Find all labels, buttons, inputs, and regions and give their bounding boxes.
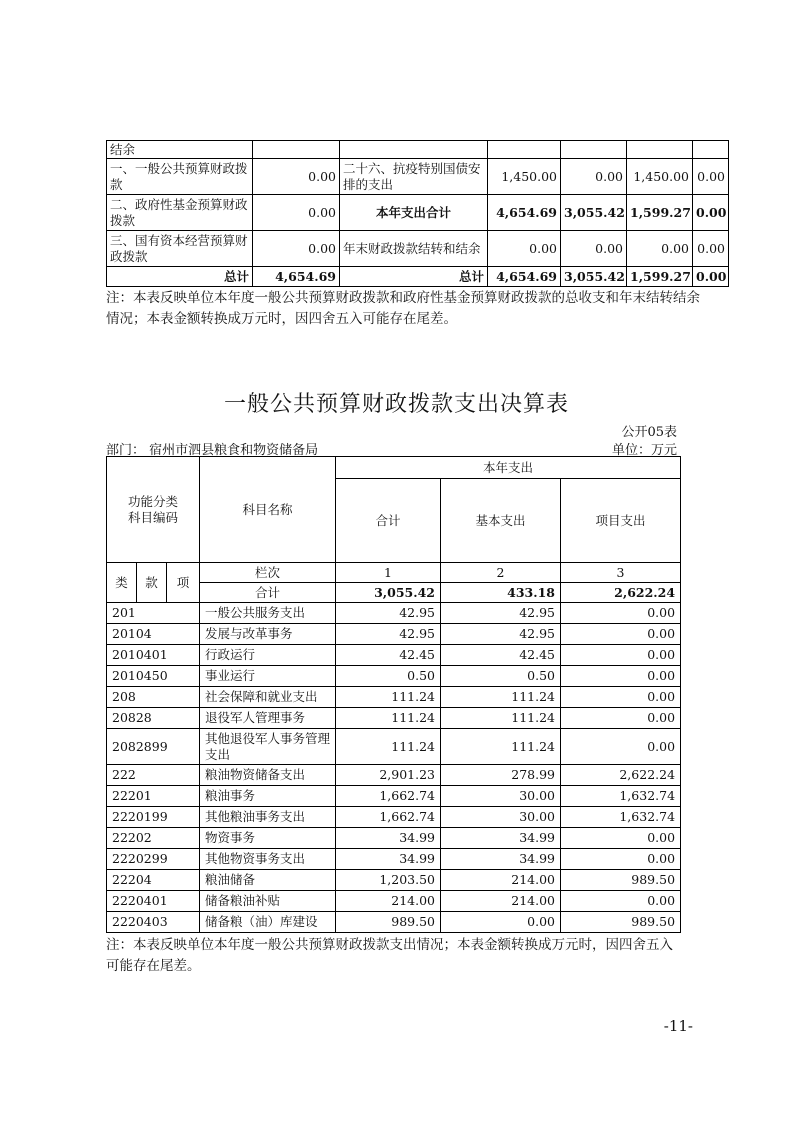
code-cell: 2220299 [107,849,200,870]
total-cell: 0.50 [336,666,441,687]
table-note: 注：本表反映单位本年度一般公共预算财政拨款支出情况；本表金额转换成万元时，因四舍五入可能存在尾差。 [106,937,673,974]
basic-cell: 42.95 [441,624,561,645]
project-cell: 0.00 [561,891,681,912]
total-value: 3,055.42 [561,267,627,287]
subject-name-cell: 储备粮（油）库建设 [200,912,336,933]
total-row [107,267,729,287]
value-cell: 1,599.27 [627,195,693,231]
expense-item-cell [340,141,488,159]
project-cell: 0.00 [561,828,681,849]
value-cell: 0.00 [693,231,729,267]
value-cell: 0.00 [693,195,729,231]
year-expense-header: 本年支出 [336,457,681,479]
code-cell: 201 [107,603,200,624]
table-row [107,231,729,267]
table-row [107,708,681,729]
subject-name-cell: 发展与改革事务 [200,624,336,645]
basic-cell: 111.24 [441,708,561,729]
income-expense-table [106,140,729,287]
income-item-cell: 一、一般公共预算财政拨款 [107,159,253,195]
page-number: -11- [663,1017,693,1035]
total-cell: 111.24 [336,708,441,729]
subject-name-cell: 粮油物资储备支出 [200,765,336,786]
project-cell: 2,622.24 [561,765,681,786]
subject-name-cell: 其他退役军人事务管理支出 [200,729,336,765]
basic-cell: 214.00 [441,870,561,891]
code-cell: 2082899 [107,729,200,765]
project-cell: 0.00 [561,687,681,708]
project-cell: 0.00 [561,849,681,870]
project-cell: 0.00 [561,729,681,765]
basic-cell: 30.00 [441,786,561,807]
basic-cell: 111.24 [441,687,561,708]
value-cell: 0.00 [627,231,693,267]
total-cell: 34.99 [336,828,441,849]
column-index-row [107,563,681,583]
subject-name-cell: 事业运行 [200,666,336,687]
subject-name-cell: 粮油事务 [200,786,336,807]
subject-name-header: 科目名称 [200,457,336,563]
table-row [107,624,681,645]
basic-cell: 0.00 [441,912,561,933]
project-cell: 0.00 [561,603,681,624]
column-index: 2 [441,563,561,583]
total-label: 合计 [200,583,336,603]
value-cell: 0.00 [693,159,729,195]
header-row [107,457,681,479]
value-cell [693,141,729,159]
project-cell: 989.50 [561,870,681,891]
value-cell: 0.00 [488,231,561,267]
project-cell: 0.00 [561,708,681,729]
table-row [107,195,729,231]
project-header: 项目支出 [561,479,681,563]
table-row [107,729,681,765]
subject-name-cell: 物资事务 [200,828,336,849]
value-cell [561,141,627,159]
value-cell [488,141,561,159]
code-cell: 2010450 [107,666,200,687]
table-row [107,870,681,891]
basic-cell: 214.00 [441,891,561,912]
subject-name-cell: 其他粮油事务支出 [200,807,336,828]
code-cell: 208 [107,687,200,708]
expense-item-cell: 年末财政拨款结转和结余 [340,231,488,267]
total-cell: 1,662.74 [336,786,441,807]
unit-label: 单位：万元 [611,443,677,458]
table-row [107,159,729,195]
table-row [107,765,681,786]
basic-cell: 30.00 [441,807,561,828]
subject-name-cell: 社会保障和就业支出 [200,687,336,708]
basic-cell: 34.99 [441,849,561,870]
total-value: 433.18 [441,583,561,603]
basic-cell: 42.95 [441,603,561,624]
basic-cell: 0.50 [441,666,561,687]
expense-rows [107,603,681,933]
income-value-cell: 0.00 [253,195,340,231]
total-value: 3,055.42 [336,583,441,603]
income-value-cell: 0.00 [253,159,340,195]
basic-cell: 42.45 [441,645,561,666]
table-row [107,891,681,912]
total-cell: 34.99 [336,849,441,870]
table-row [107,141,729,159]
total-cell: 1,662.74 [336,807,441,828]
income-expense-body [107,141,729,287]
lei-header: 类 [107,563,137,603]
income-value-cell: 0.00 [253,231,340,267]
income-item-cell: 结余 [107,141,253,159]
expense-item-cell: 本年支出合计 [340,195,488,231]
total-cell: 214.00 [336,891,441,912]
subject-name-cell: 储备粮油补贴 [200,891,336,912]
expense-table [106,456,681,933]
project-cell: 1,632.74 [561,807,681,828]
project-cell: 0.00 [561,624,681,645]
table-row [107,849,681,870]
code-cell: 22202 [107,828,200,849]
table-row [107,786,681,807]
code-cell: 20828 [107,708,200,729]
subject-name-cell: 粮油储备 [200,870,336,891]
expense-item-cell: 二十六、抗疫特别国债安排的支出 [340,159,488,195]
value-cell: 3,055.42 [561,195,627,231]
table-row [107,645,681,666]
column-index: 3 [561,563,681,583]
form-number: 公开05表 [621,425,677,440]
total-value: 4,654.69 [488,267,561,287]
project-cell: 989.50 [561,912,681,933]
basic-cell: 278.99 [441,765,561,786]
value-cell: 1,450.00 [488,159,561,195]
table-row [107,687,681,708]
column-index: 1 [336,563,441,583]
table-note: 注：本表反映单位本年度一般公共预算财政拨款和政府性基金预算财政拨款的总收支和年末结转结余情况；本表金额转换成万元时，因四舍五入可能存在尾差。 [106,290,700,327]
code-cell: 2220401 [107,891,200,912]
subject-name-cell: 行政运行 [200,645,336,666]
subject-name-cell: 其他物资事务支出 [200,849,336,870]
total-cell: 1,203.50 [336,870,441,891]
total-cell: 42.45 [336,645,441,666]
code-cell: 2220199 [107,807,200,828]
value-cell: 4,654.69 [488,195,561,231]
total-value: 4,654.69 [253,267,340,287]
basic-header: 基本支出 [441,479,561,563]
total-cell: 42.95 [336,624,441,645]
total-cell: 2,901.23 [336,765,441,786]
lanci-label: 栏次 [200,563,336,583]
page-title: 一般公共预算财政拨款支出决算表 [223,392,569,417]
value-cell [627,141,693,159]
total-value: 0.00 [693,267,729,287]
total-label: 总计 [107,267,253,287]
table-row [107,828,681,849]
department-label: 部门： 宿州市泗县粮食和物资储备局 [106,443,319,458]
total-cell: 42.95 [336,603,441,624]
total-cell: 989.50 [336,912,441,933]
project-cell: 0.00 [561,645,681,666]
table-row [107,912,681,933]
total-value: 1,599.27 [627,267,693,287]
code-cell: 20104 [107,624,200,645]
project-cell: 0.00 [561,666,681,687]
subject-name-cell: 一般公共服务支出 [200,603,336,624]
table-row [107,807,681,828]
code-cell: 222 [107,765,200,786]
value-cell: 0.00 [561,231,627,267]
table-row [107,603,681,624]
total-value: 2,622.24 [561,583,681,603]
code-cell: 22201 [107,786,200,807]
project-cell: 1,632.74 [561,786,681,807]
table-row [107,666,681,687]
func-code-header: 功能分类科目编码 [107,457,200,563]
income-item-cell: 三、国有资本经营预算财政拨款 [107,231,253,267]
subject-name-cell: 退役军人管理事务 [200,708,336,729]
income-value-cell [253,141,340,159]
total-cell: 111.24 [336,729,441,765]
total-label: 总计 [340,267,488,287]
income-item-cell: 二、政府性基金预算财政拨款 [107,195,253,231]
basic-cell: 34.99 [441,828,561,849]
total-header: 合计 [336,479,441,563]
kuan-header: 款 [137,563,167,603]
total-cell: 111.24 [336,687,441,708]
xiang-header: 项 [167,563,200,603]
value-cell: 0.00 [561,159,627,195]
basic-cell: 111.24 [441,729,561,765]
code-cell: 2220403 [107,912,200,933]
code-cell: 22204 [107,870,200,891]
expense-body [107,457,681,603]
code-cell: 2010401 [107,645,200,666]
value-cell: 1,450.00 [627,159,693,195]
